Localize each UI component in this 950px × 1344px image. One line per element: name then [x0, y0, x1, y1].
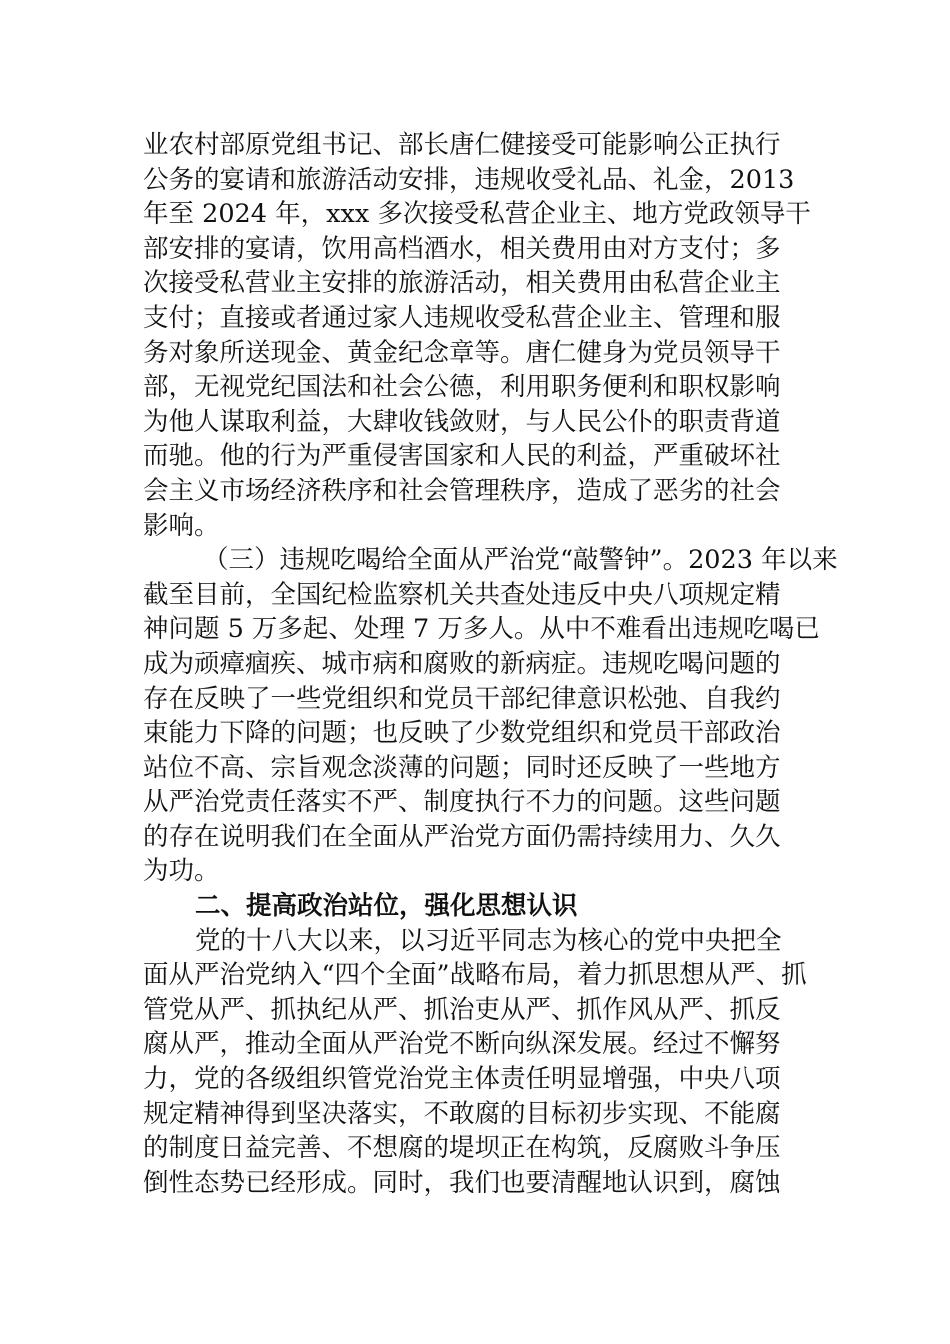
text-line: 部安排的宴请，饮用高档酒水，相关费用由对方支付；多: [143, 233, 781, 264]
text-line: 站位不高、宗旨观念淡薄的问题；同时还反映了一些地方: [143, 752, 781, 783]
text-line: （三）违规吃喝给全面从严治党“敲警钟”。2023 年以来: [203, 545, 838, 576]
text-line: 公务的宴请和旅游活动安排，违规收受礼品、礼金，2013: [143, 164, 795, 195]
text-line: 年至 2024 年，xxx 多次接受私营企业主、地方党政领导干: [143, 199, 811, 230]
text-line: 部，无视党纪国法和社会公德，利用职务便利和职权影响: [143, 372, 781, 403]
text-line: 神问题 5 万多起、处理 7 万多人。从中不难看出违规吃喝已: [143, 614, 820, 645]
text-line: 为功。: [143, 856, 220, 887]
text-line: 业农村部原党组书记、部长唐仁健接受可能影响公正执行: [143, 130, 781, 160]
text-line: 管党从严、抓执纪从严、抓治吏从严、抓作风从严、抓反: [143, 994, 781, 1025]
text-line: 而驰。他的行为严重侵害国家和人民的利益，严重破坏社: [143, 441, 781, 472]
text-line: 从严治党责任落实不严、制度执行不力的问题。这些问题: [143, 787, 781, 818]
text-line: 影响。: [143, 510, 220, 541]
text-line: 为他人谋取利益，大肆收钱敛财，与人民公仆的职责背道: [143, 406, 781, 437]
text-line: 的制度日益完善、不想腐的堤坝正在构筑，反腐败斗争压: [143, 1133, 781, 1164]
document-body: [143, 128, 838, 1200]
text-line: 党的十八大以来，以习近平同志为核心的党中央把全: [195, 925, 782, 956]
text-line: 截至目前，全国纪检监察机关共查处违反中央八项规定精: [143, 579, 781, 610]
text-line: 腐从严，推动全面从严治党不断向纵深发展。经过不懈努: [143, 1029, 781, 1060]
text-line: 的存在说明我们在全面从严治党方面仍需持续用力、久久: [143, 821, 781, 852]
text-line: 务对象所送现金、黄金纪念章等。唐仁健身为党员领导干: [143, 337, 781, 368]
text-line: 束能力下降的问题；也反映了少数党组织和党员干部政治: [143, 718, 781, 749]
text-line: 会主义市场经济秩序和社会管理秩序，造成了恶劣的社会: [143, 475, 781, 506]
text-line: 力，党的各级组织管党治党主体责任明显增强，中央八项: [143, 1064, 781, 1095]
text-line: 次接受私营业主安排的旅游活动，相关费用由私营企业主: [143, 268, 781, 299]
text-line: 倒性态势已经形成。同时，我们也要清醒地认识到，腐蚀: [143, 1167, 781, 1198]
section-heading: 二、提高政治站位，强化思想认识: [195, 891, 578, 922]
text-line: 成为顽瘴痼疾、城市病和腐败的新病症。违规吃喝问题的: [143, 648, 781, 679]
text-line: 规定精神得到坚决落实，不敢腐的目标初步实现、不能腐: [143, 1098, 781, 1129]
text-line: 面从严治党纳入“四个全面”战略布局，着力抓思想从严、抓: [143, 960, 807, 991]
text-line: 支付；直接或者通过家人违规收受私营企业主、管理和服: [143, 302, 781, 333]
text-line: 存在反映了一些党组织和党员干部纪律意识松弛、自我约: [143, 683, 781, 714]
